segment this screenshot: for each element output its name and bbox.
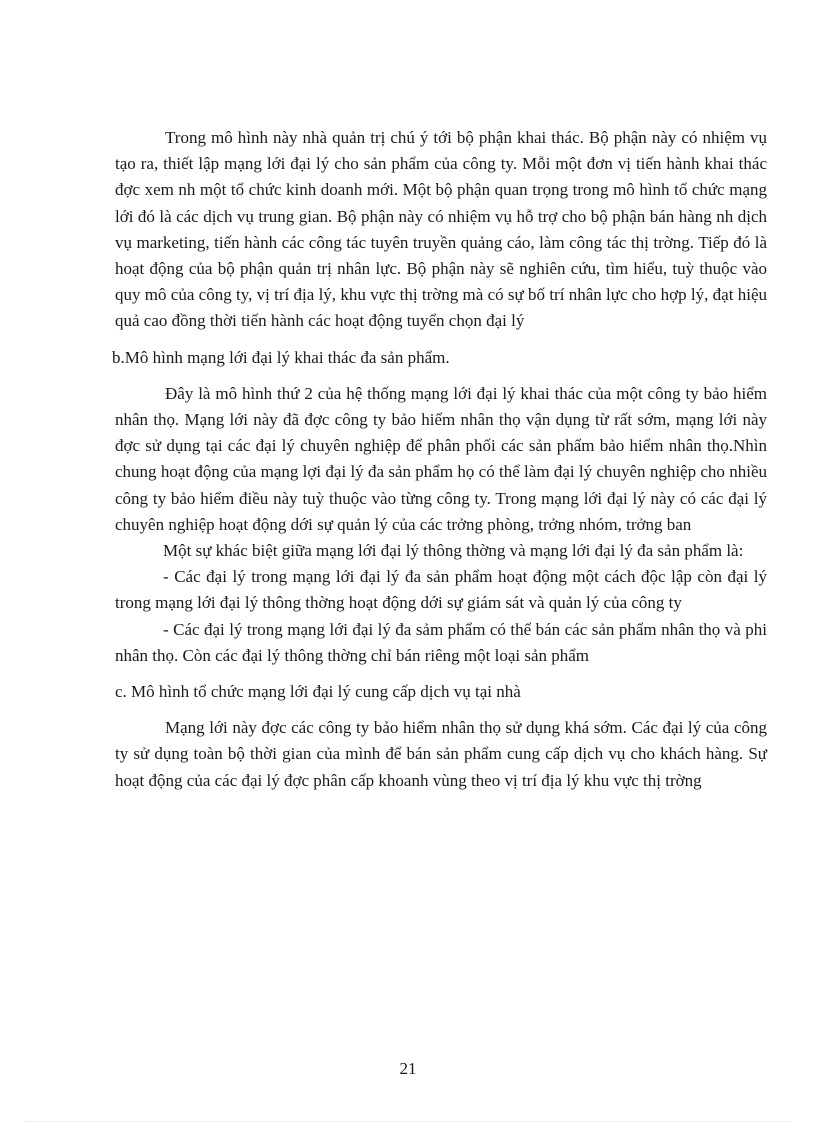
section-heading-b: b.Mô hình mạng lới đại lý khai thác đa sản phẩm. [112,347,450,367]
paragraph-difference: Một sự khác biệt giữa mạng lới đại lý thông thờng và mạng lới đại lý đa sản phẩm là: [163,541,744,561]
paragraph-multi-product: Đây là mô hình thứ 2 của hệ thống mạng lới đại lý khai thác của một công ty bảo hiểm nhân thọ. Mạng lới này đã đợc công ty bảo hiểm nhân thọ vận dụng từ rất sớm, mạng lới này đợc sử dụng tại các đại lý chuyên nghiệp để phân phối các sản phẩm bảo hiểm nhân thọ.Nhìn chung hoạt động của mạng lợi đại lý đa sản phẩm họ có thể làm đại lý chuyên nghiệp cho nhiều công ty bảo hiểm điều này tuỳ thuộc vào từng công ty. Trong mạng lới đại lý này có các đại lý chuyên nghiệp hoạt động dới sự quản lý của các trởng phòng, trởng nhóm, trởng ban [115,383,767,534]
paragraph-home-service: Mạng lới này đợc các công ty bảo hiểm nhân thọ sử dụng khá sớm. Các đại lý của công ty sử dụng toàn bộ thời gian của mình để bán sản phẩm cung cấp dịch vụ cho khách hàng. Sự hoạt động của các đại lý đợc phân cấp khoanh vùng theo vị trí địa lý khu vực thị trờng [115,718,767,790]
section-heading-c: c. Mô hình tổ chức mạng lới đại lý cung cấp dịch vụ tại nhà [115,682,521,702]
bullet-products: - Các đại lý trong mạng lới đại lý đa sảm phẩm có thể bán các sản phẩm nhân thọ và phi nhân thọ. Còn các đại lý thông thờng chỉ bán riêng một loại sản phẩm [115,619,767,665]
bullet-independent: - Các đại lý trong mạng lới đại lý đa sản phẩm hoạt động một cách độc lập còn đại lý trong mạng lới đại lý thông thờng hoạt động dới sự giám sát và quản lý của công ty [115,567,767,613]
footer-divider [25,1121,791,1122]
paragraph-intro: Trong mô hình này nhà quản trị chú ý tới bộ phận khai thác. Bộ phận này có nhiệm vụ tạo ra, thiết lập mạng lới đại lý cho sản phẩm của công ty. Mỗi một đơn vị tiến hành khai thác đợc xem nh một tổ chức kinh doanh mới. Một bộ phận quan trọng trong mô hình tổ chức mạng lới đó là các dịch vụ trung gian. Bộ phận này có nhiệm vụ hỗ trợ cho bộ phận bán hàng nh dịch vụ marketing, tiến hành các công tác tuyên truyền quảng cáo, làm công tác thị trờng. Tiếp đó là hoạt động của bộ phận quản trị nhân lực. Bộ phận này sẽ nghiên cứu, tìm hiểu, tuỳ thuộc vào quy mô của công ty, vị trí địa lý, khu vực thị trờng mà có sự bố trí nhân lực cho hợp lý, đạt hiệu quả cao đồng thời tiến hành các hoạt động tuyển chọn đại lý [115,128,767,331]
document-body [112,125,767,794]
page-number: 21 [399,1059,417,1078]
